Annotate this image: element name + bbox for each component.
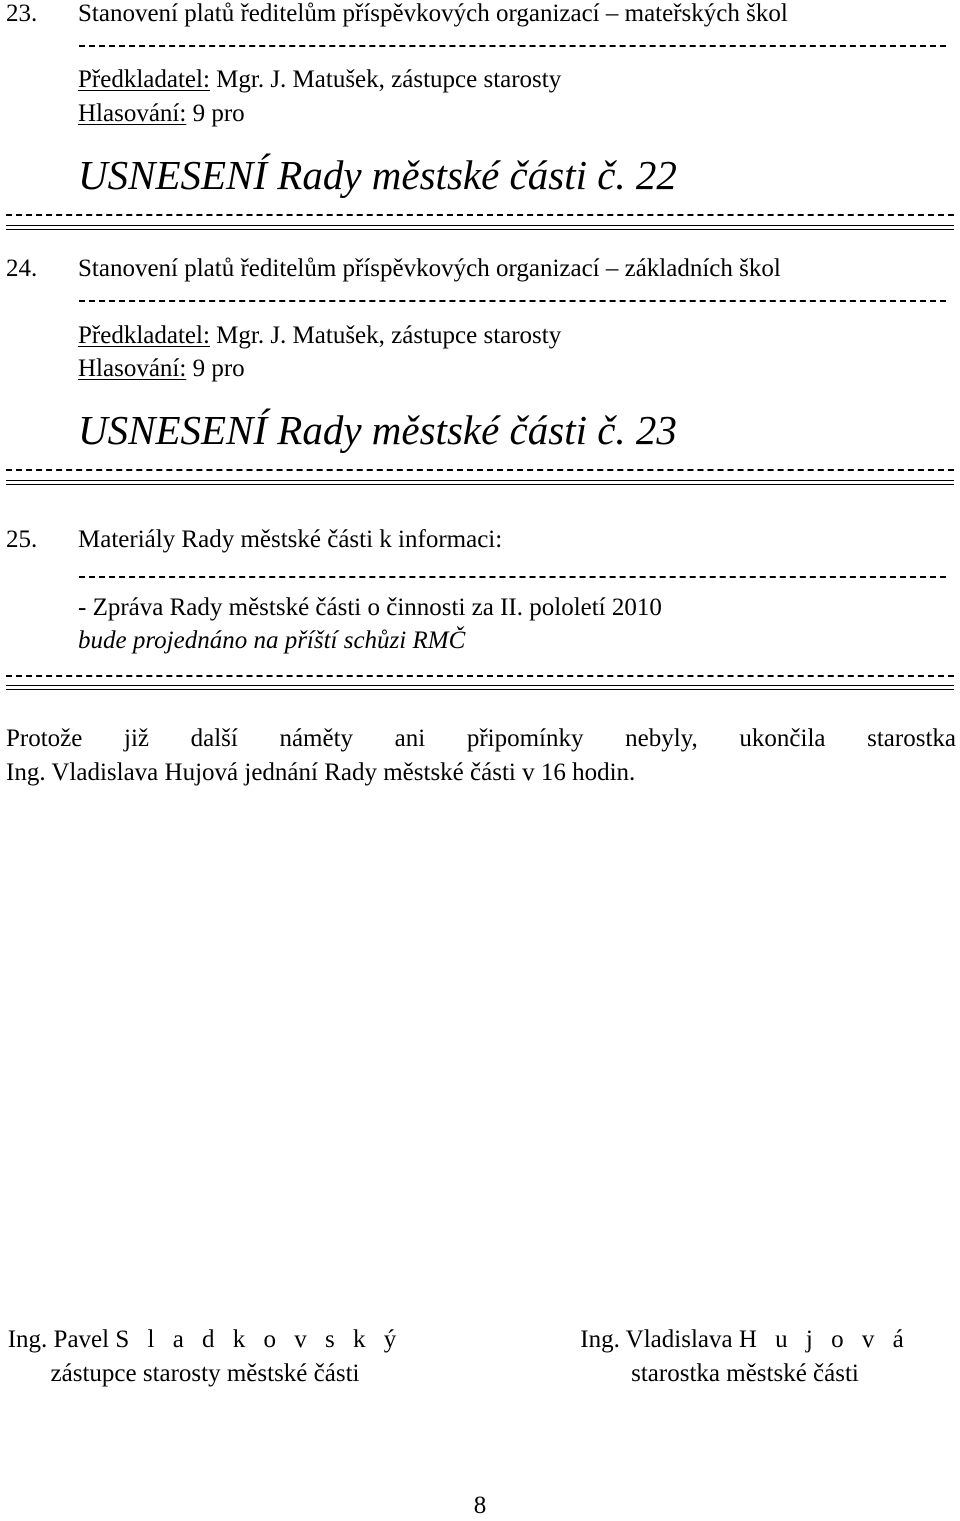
signature-block	[0, 1323, 410, 1391]
vote-value: 9 pro	[192, 100, 245, 127]
presenter-line	[78, 322, 561, 350]
vote-line	[78, 100, 245, 128]
signature-role: zástupce starosty městské části	[50, 1360, 360, 1387]
signature-name-prefix: Ing. Pavel	[7, 1326, 110, 1353]
closing-paragraph	[6, 722, 956, 790]
presenter-line	[78, 66, 561, 94]
dashed-divider	[79, 300, 946, 302]
presenter-label: Předkladatel:	[78, 322, 210, 349]
dashed-divider	[6, 675, 954, 677]
dashed-divider	[6, 214, 954, 216]
page-number: 8	[473, 1492, 487, 1519]
presenter-value: Mgr. J. Matušek, zástupce starosty	[216, 66, 562, 93]
closing-line-1: Protože již další náměty ani připomínky nebyly, ukončila starostka	[6, 725, 956, 752]
item-number: 25.	[6, 526, 38, 553]
item-number: 23.	[6, 0, 38, 27]
vote-label: Hlasování:	[78, 355, 187, 382]
item-number: 24.	[6, 255, 38, 282]
dashed-divider	[6, 469, 954, 471]
double-divider	[6, 225, 954, 230]
double-divider	[6, 685, 954, 690]
resolution-heading: USNESENÍ Rady městské části č. 23	[78, 407, 677, 453]
signature-surname: H u j o v á	[738, 1326, 910, 1353]
presenter-value: Mgr. J. Matušek, zástupce starosty	[216, 322, 562, 349]
vote-value: 9 pro	[192, 355, 245, 382]
signature-block	[540, 1323, 950, 1391]
item-title: Stanovení platů ředitelům příspěvkových organizací – základních škol	[78, 255, 781, 282]
signature-name	[540, 1323, 950, 1357]
signature-name	[0, 1323, 410, 1357]
dashed-divider	[79, 576, 946, 578]
item-title: Stanovení platů ředitelům příspěvkových organizací – mateřských škol	[78, 0, 788, 27]
resolution-heading: USNESENÍ Rady městské části č. 22	[78, 152, 677, 198]
closing-line-2: Ing. Vladislava Hujová jednání Rady městské části v 16 hodin.	[6, 759, 636, 786]
item-title: Materiály Rady městské části k informaci:	[78, 526, 503, 553]
signature-surname: S l a d k o v s k ý	[115, 1326, 403, 1353]
signature-name-prefix: Ing. Vladislava	[580, 1326, 733, 1353]
double-divider	[6, 480, 954, 485]
vote-line	[78, 355, 245, 383]
presenter-label: Předkladatel:	[78, 66, 210, 93]
info-note: bude projednáno na příští schůzi RMČ	[78, 627, 466, 654]
dashed-divider	[79, 45, 946, 47]
info-bullet: - Zpráva Rady městské části o činnosti za II. pololetí 2010	[78, 594, 662, 621]
vote-label: Hlasování:	[78, 100, 187, 127]
signature-role: starostka městské části	[631, 1360, 859, 1387]
